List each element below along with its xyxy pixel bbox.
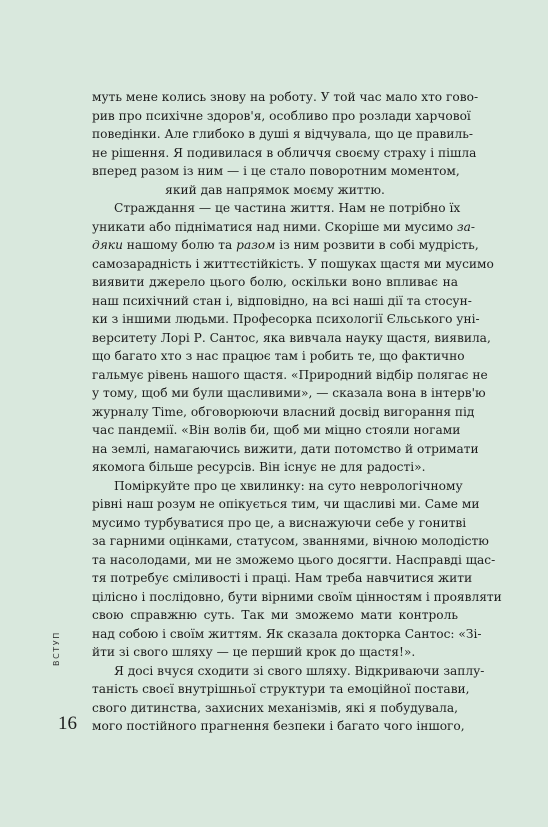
text-line: час пандемії. «Він волів би, щоб ми міцно стояли ногами bbox=[92, 423, 461, 437]
text-line: верситету Лорі Р. Сантос, яка вивчала науку щастя, виявила, bbox=[92, 330, 491, 345]
text-line: самозарадність і життєстійкість. У пошуках щастя ми мусимо bbox=[92, 256, 494, 271]
paragraph-start-line: Поміркуйте про це хвилинку: на суто неврологічному bbox=[114, 478, 463, 493]
text-line: журналу Time, обговорюючи власний досвід вигорання під bbox=[92, 404, 475, 419]
text-fragment: нашому болю та bbox=[122, 238, 237, 252]
text-line: муть мене колись знову на роботу. У той час мало хто гово- bbox=[92, 90, 479, 104]
page-number: 16 bbox=[58, 713, 77, 734]
text-line: йти зі свого шляху — це перший крок до щастя!». bbox=[92, 645, 416, 659]
running-head: ВСТУП bbox=[52, 631, 61, 666]
text-line: який дав напрямок моєму життю. bbox=[165, 182, 385, 197]
italic-word: дяки bbox=[92, 238, 123, 252]
text-line: таність своєї внутрішньої структури та емоційної постави, bbox=[92, 682, 470, 696]
text-line: що багато хто з нас працює там і робить те, що фактично bbox=[92, 349, 465, 363]
text-line bbox=[92, 236, 479, 255]
text-line: поведінки. Але глибоко в душі я відчувала, що це правиль- bbox=[92, 127, 473, 141]
text-line: тя потребує сміливості і праці. Нам треба навчитися жити bbox=[92, 571, 473, 585]
text-line: вперед разом із ним — і це стало поворотним моментом, bbox=[92, 164, 460, 178]
text-line: на землі, намагаючись вижити, дати потомство й отримати bbox=[92, 441, 479, 456]
text-line: рив про психічне здоров'я, особливо про розлади харчової bbox=[92, 108, 471, 123]
italic-word: за- bbox=[456, 219, 475, 234]
text-line: мусимо турбуватися про це, а виснажуючи себе у гонитві bbox=[92, 515, 467, 530]
text-line: над собою і своїм життям. Як сказала докторка Сантос: «Зі- bbox=[92, 626, 482, 641]
italic-word: разом bbox=[236, 238, 276, 252]
text-line: свою справжню суть. Так ми зможемо мати контроль bbox=[92, 608, 458, 622]
text-fragment: уникати або підніматися над ними. Скоріше ми мусимо bbox=[92, 219, 457, 234]
text-line bbox=[92, 218, 475, 237]
paragraph-start-line: Я досі вчуся сходити зі свого шляху. Відкриваючи заплу- bbox=[114, 663, 485, 678]
text-line: свого дитинства, захисних механізмів, які я побудувала, bbox=[92, 700, 458, 715]
text-line: виявити джерело цього болю, оскільки воно впливає на bbox=[92, 275, 458, 289]
text-line: не рішення. Я подивилася в обличчя своєму страху і пішла bbox=[92, 145, 477, 160]
text-line: гальмує рівень нашого щастя. «Природний відбір полягає не bbox=[92, 367, 488, 382]
text-line: цілісно і послідовно, бути вірними своїм цінностям і проявляти bbox=[92, 589, 502, 604]
text-line: рівні наш розум не опікується тим, чи щасливі ми. Саме ми bbox=[92, 497, 480, 511]
text-line: якомога більше ресурсів. Він існує не для радості». bbox=[92, 460, 426, 474]
body-text bbox=[92, 88, 502, 736]
paragraph-start-line: Страждання — це частина життя. Нам не потрібно їх bbox=[114, 201, 461, 215]
text-line: наш психічний стан і, відповідно, на всі наші дії та стосун- bbox=[92, 293, 472, 308]
text-line: та насолодами, ми не зможемо цього досягти. Насправді щас- bbox=[92, 552, 496, 567]
text-fragment: із ним розвити в собі мудрість, bbox=[275, 238, 479, 252]
text-line: у тому, щоб ми були щасливими», — сказала вона в інтерв'ю bbox=[92, 386, 486, 400]
text-line: мого постійного прагнення безпеки і багато чого іншого, bbox=[92, 719, 465, 733]
text-line: за гарними оцінками, статусом, званнями, вічною молодістю bbox=[92, 534, 489, 548]
text-line: ки з іншими людьми. Професорка психології Єльського уні- bbox=[92, 312, 480, 326]
